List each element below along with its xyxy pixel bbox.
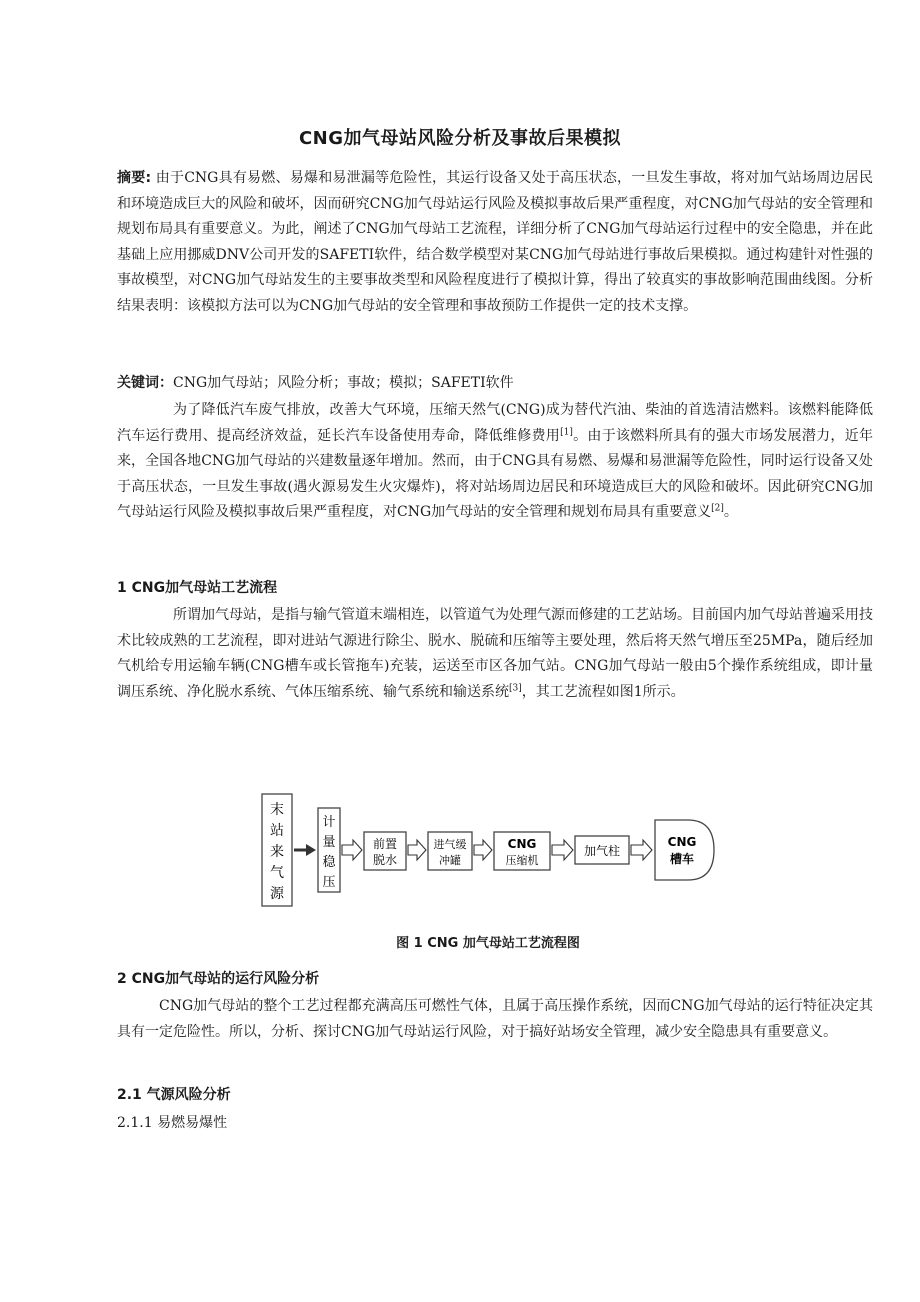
flow-node-tank-truck bbox=[655, 820, 714, 880]
section-2-paragraph: CNG加气母站的整个工艺过程都充满高压可燃性气体，且属于高压操作系统，因而CNG加气母站的运行特征决定其具有一定危险性。所以，分析、探讨CNG加气母站运行风险，对于搞好站场安全管理，减少安全隐患具有重要意义。 bbox=[117, 998, 873, 1040]
flow-node-source-char: 来 bbox=[270, 844, 284, 860]
intro-text-2: 。由于该燃料所具有的强大市场发展潜力，近年来，全国各地CNG加气母站的兴建数量逐年增加。然而，由于CNG具有易燃、易爆和易泄漏等危险性，同时运行设备又处于高压状态，一旦发生事故(遇火源易发生火灾爆炸)，将对站场周边居民和环境造成巨大的风险和破坏。因此研究CNG加气母站运行风险及模拟事故后果严重程度，对CNG加气母站的安全管理和规划布局具有重要意义 bbox=[117, 427, 874, 521]
section-1-text-2: ，其工艺流程如图1所示。 bbox=[521, 683, 685, 700]
flow-arrow bbox=[474, 840, 492, 860]
flow-node-tank-truck-line: 槽车 bbox=[669, 852, 695, 866]
flow-node-source-char: 气 bbox=[270, 865, 284, 881]
intro-text-3: 。 bbox=[723, 504, 738, 521]
keywords-label: 关键词： bbox=[117, 375, 173, 391]
flow-node-metering-char: 量 bbox=[322, 835, 336, 850]
flow-node-buffer-tank-line: 进气缓 bbox=[433, 838, 467, 851]
flow-node-source-char: 源 bbox=[270, 886, 284, 902]
section-2-heading: 2 CNG加气母站的运行风险分析 bbox=[117, 971, 320, 987]
intro-paragraph bbox=[117, 398, 873, 526]
flow-node-dehydration-line: 前置 bbox=[372, 837, 398, 851]
flow-arrow bbox=[342, 840, 362, 860]
flow-node-compressor-line: 压缩机 bbox=[505, 854, 539, 867]
section-1-text-1: 所谓加气母站，是指与输气管道末端相连，以管道气为处理气源而修建的工艺站场。目前国内加气母站普遍采用技术比较成熟的工艺流程，即对进站气源进行除尘、脱水、脱硫和压缩等主要处理，然后将天然气增压至25MPa，随后经加气机给专用运输车辆(CNG槽车或长管拖车)充装，运送至市区各加气站。CNG加气母站一般由5个操作系统组成，即计量调压系统、净化脱水系统、气体压缩系统、输气系统和输送系统 bbox=[117, 607, 873, 700]
flow-node-source bbox=[262, 794, 292, 906]
section-2-1-1-heading: 2.1.1 易燃易爆性 bbox=[117, 1115, 228, 1131]
flow-node-source-char: 末 bbox=[270, 802, 284, 818]
abstract-text: 由于CNG具有易燃、易爆和易泄漏等危险性，其运行设备又处于高压状态，一旦发生事故，将对加气站场周边居民和环境造成巨大的风险和破坏，因而研究CNG加气母站运行风险及模拟事故后果严重程度，对CNG加气母站的安全管理和规划布局具有重要意义。为此，阐述了CNG加气母站工艺流程，详细分析了CNG加气母站运行过程中的安全隐患，并在此基础上应用挪威DNV公司开发的SAFETI软件，结合数学模型对某CNG加气母站进行事故后果模拟。通过构建针对性强的事故模型，对CNG加气母站发生的主要事故类型和风险程度进行了模拟计算，得出了较真实的事故影响范围曲线图。分析结果表明：该模拟方法可以为CNG加气母站的安全管理和事故预防工作提供一定的技术支撑。 bbox=[117, 170, 873, 314]
section-2-1-heading: 2.1 气源风险分析 bbox=[117, 1087, 231, 1103]
flow-node-dispenser bbox=[575, 836, 629, 864]
flow-node-metering-char: 计 bbox=[322, 815, 336, 830]
flow-node-source-char: 站 bbox=[270, 823, 284, 839]
flow-node-compressor-line: CNG bbox=[507, 837, 537, 851]
paper-title: CNG加气母站风险分析及事故后果模拟 bbox=[298, 128, 622, 149]
flow-arrow bbox=[294, 844, 316, 856]
flow-node-buffer-tank bbox=[428, 832, 472, 870]
abstract-label: 摘要: bbox=[117, 170, 152, 186]
intro-text-1: 为了降低汽车废气排放，改善大气环境，压缩天然气(CNG)成为替代汽油、柴油的首选清洁燃料。该燃料能降低汽车运行费用、提高经济效益，延长汽车设备使用寿命，降低维修费用 bbox=[117, 402, 873, 444]
flow-node-dehydration bbox=[364, 832, 406, 870]
flow-arrow bbox=[408, 840, 426, 860]
section-1-paragraph bbox=[117, 603, 873, 705]
flow-node-compressor bbox=[494, 832, 550, 870]
section-1-heading: 1 CNG加气母站工艺流程 bbox=[117, 580, 278, 596]
flow-node-metering-char: 压 bbox=[322, 875, 336, 890]
flow-node-buffer-tank-line: 冲罐 bbox=[439, 854, 461, 867]
citation-2[interactable]: [2] bbox=[711, 503, 724, 514]
citation-1[interactable]: [1] bbox=[560, 426, 573, 437]
flow-node-tank-truck-line: CNG bbox=[667, 835, 697, 849]
process-flow-figure bbox=[258, 790, 718, 950]
flow-node-metering bbox=[318, 808, 340, 892]
figure-1-caption: 图 1 CNG 加气母站工艺流程图 bbox=[396, 936, 580, 951]
flow-arrow bbox=[631, 840, 652, 860]
keywords bbox=[117, 371, 873, 397]
keywords-text: CNG加气母站；风险分析；事故；模拟；SAFETI软件 bbox=[173, 375, 514, 391]
flow-arrow bbox=[552, 840, 573, 860]
citation-3[interactable]: [3] bbox=[509, 683, 522, 694]
flow-node-metering-char: 稳 bbox=[322, 855, 336, 870]
flow-node-dehydration-line: 脱水 bbox=[372, 853, 398, 867]
flow-node-dispenser-label: 加气柱 bbox=[583, 844, 621, 858]
abstract bbox=[117, 166, 873, 320]
